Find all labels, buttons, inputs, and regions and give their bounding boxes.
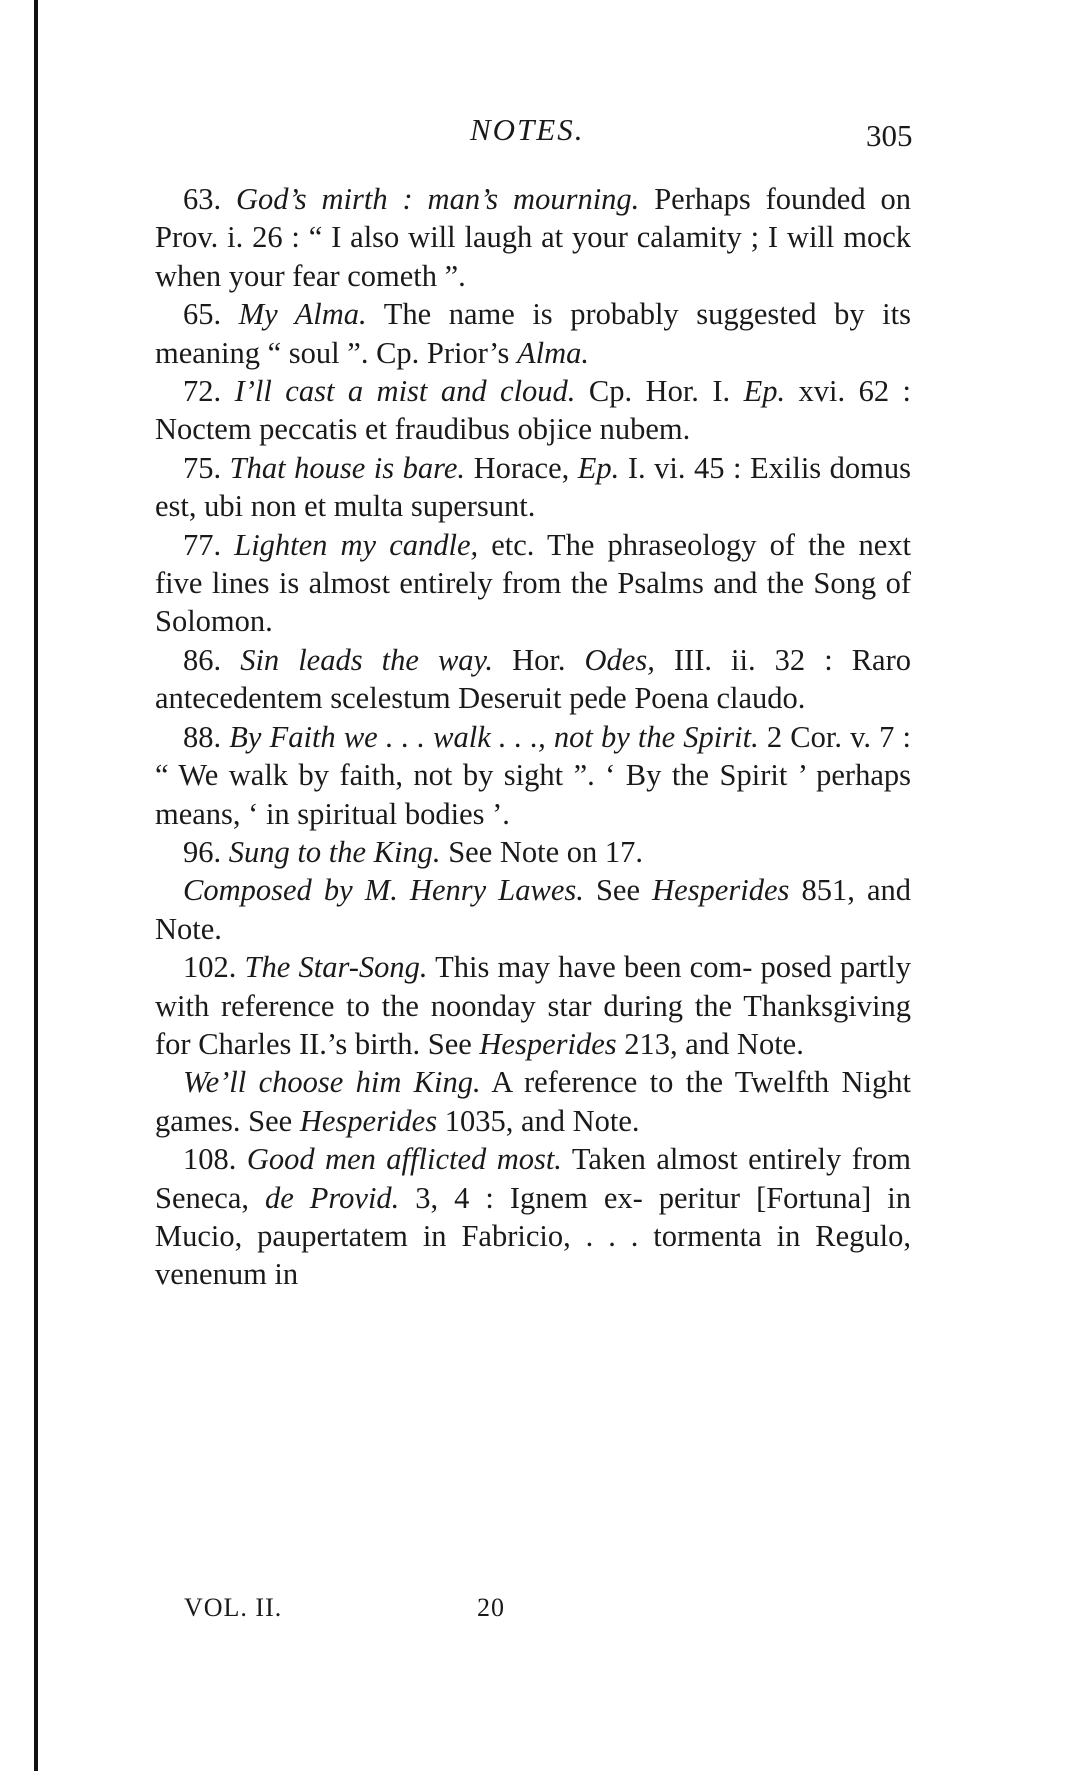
note-text-tail: I. vi. 45 : Exilis domus est, ubi non et multa supersunt. xyxy=(155,450,912,524)
note-text-tail: III. ii. 32 : Raro antecedentem scelestum Deseruit pede Poena claudo. xyxy=(155,642,912,716)
page-number: 305 xyxy=(866,118,913,153)
note-number: 108. xyxy=(183,1142,237,1177)
note-reference: Hesperides xyxy=(299,1103,438,1138)
note-number: 86. xyxy=(183,642,222,677)
note-text: See Note on 17. xyxy=(440,834,644,869)
note-text: Horace, xyxy=(465,450,578,485)
note-number: 75. xyxy=(183,450,222,485)
note-lemma: That house is bare. xyxy=(229,450,466,485)
note-text-tail: 851, and Note. xyxy=(155,873,911,946)
note-86 xyxy=(155,641,911,718)
note-reference: Hesperides xyxy=(652,873,790,908)
volume-label: VOL. II. xyxy=(184,1593,283,1622)
note-lemma: Good men afflicted most. xyxy=(246,1142,562,1177)
note-lemma: Sin leads the way. xyxy=(240,642,494,677)
note-102 xyxy=(155,948,911,1063)
note-reference: Ep. xyxy=(743,374,786,409)
note-reference: de Provid. xyxy=(265,1180,400,1215)
note-number: 65. xyxy=(183,297,222,332)
note-reference: Hesperides xyxy=(479,1026,617,1061)
note-72 xyxy=(155,372,911,449)
note-number: 72. xyxy=(183,374,222,409)
note-lemma: The Star-Song. xyxy=(244,950,428,985)
note-lemma: Lighten my candle, xyxy=(234,527,479,562)
page-edge-rule xyxy=(34,0,38,1771)
note-108 xyxy=(155,1140,911,1294)
note-text: etc. The phraseology of the next five lines is almost entirely from the Psalms and the Song of Solomon. xyxy=(155,527,912,639)
note-number: 88. xyxy=(183,719,222,754)
note-lemma: We’ll choose him King. xyxy=(183,1065,481,1100)
note-lemma: I’ll cast a mist and cloud. xyxy=(234,374,576,409)
note-text: Perhaps founded on Prov. i. 26 : “ I also will laugh at your calamity ; I will mock when your fear cometh ”. xyxy=(155,182,911,293)
note-text: Taken almost entirely from Seneca, xyxy=(155,1142,912,1215)
note-number: 96. xyxy=(183,834,222,869)
note-text: A reference to the Twelfth Night games. See xyxy=(155,1065,911,1138)
note-text-tail: 1035, and Note. xyxy=(437,1103,640,1138)
notes-body xyxy=(155,180,911,1294)
note-reference: Alma. xyxy=(517,335,590,370)
running-title: NOTES. xyxy=(470,112,585,147)
note-text: This may have been com- posed partly with reference to the noonday star during the Thanksgiving for Charles II.’s birth. See xyxy=(155,950,911,1061)
note-63 xyxy=(155,180,911,295)
note-text: 2 Cor. v. 7 : “ We walk by faith, not by sight ”. ‘ By the Spirit ’ perhaps means, ‘ in spiritual bodies ’. xyxy=(155,719,912,831)
note-text-tail: 213, and Note. xyxy=(616,1026,804,1061)
note-75 xyxy=(155,449,911,526)
page-footer xyxy=(184,1593,584,1629)
note-96 xyxy=(155,833,911,871)
note-text: See xyxy=(583,873,653,908)
note-65 xyxy=(155,295,911,372)
note-number: 102. xyxy=(183,950,237,985)
note-lemma: Sung to the King. xyxy=(228,834,441,869)
note-number: 77. xyxy=(183,527,222,562)
note-lemma: My Alma. xyxy=(238,297,367,332)
note-text: The name is probably suggested by its meaning “ soul ”. Cp. Prior’s xyxy=(155,297,912,370)
note-text: Cp. Hor. I. xyxy=(575,374,744,409)
note-102-king xyxy=(155,1063,911,1140)
note-88 xyxy=(155,718,911,833)
note-text-tail: 3, 4 : Ignem ex- peritur [Fortuna] in Mucio, paupertatem in Fabricio, . . . tormenta in Regulo, venenum in xyxy=(155,1180,911,1292)
note-lemma: God’s mirth : man’s mourning. xyxy=(236,182,640,216)
note-text: Hor. xyxy=(493,642,585,677)
note-77 xyxy=(155,526,911,641)
note-text-tail: xvi. 62 : Noctem peccatis et fraudibus objice nubem. xyxy=(155,374,912,447)
note-lemma: By Faith we . . . walk . . ., not by the Spirit. xyxy=(229,719,759,754)
page-header xyxy=(0,112,1078,152)
note-number: 63. xyxy=(183,182,222,216)
signature-mark: 20 xyxy=(477,1593,505,1622)
note-lemma: Composed by M. Henry Lawes. xyxy=(183,873,584,908)
note-96-composer xyxy=(155,871,911,948)
note-reference: Odes, xyxy=(584,642,655,677)
note-reference: Ep. xyxy=(577,450,620,485)
